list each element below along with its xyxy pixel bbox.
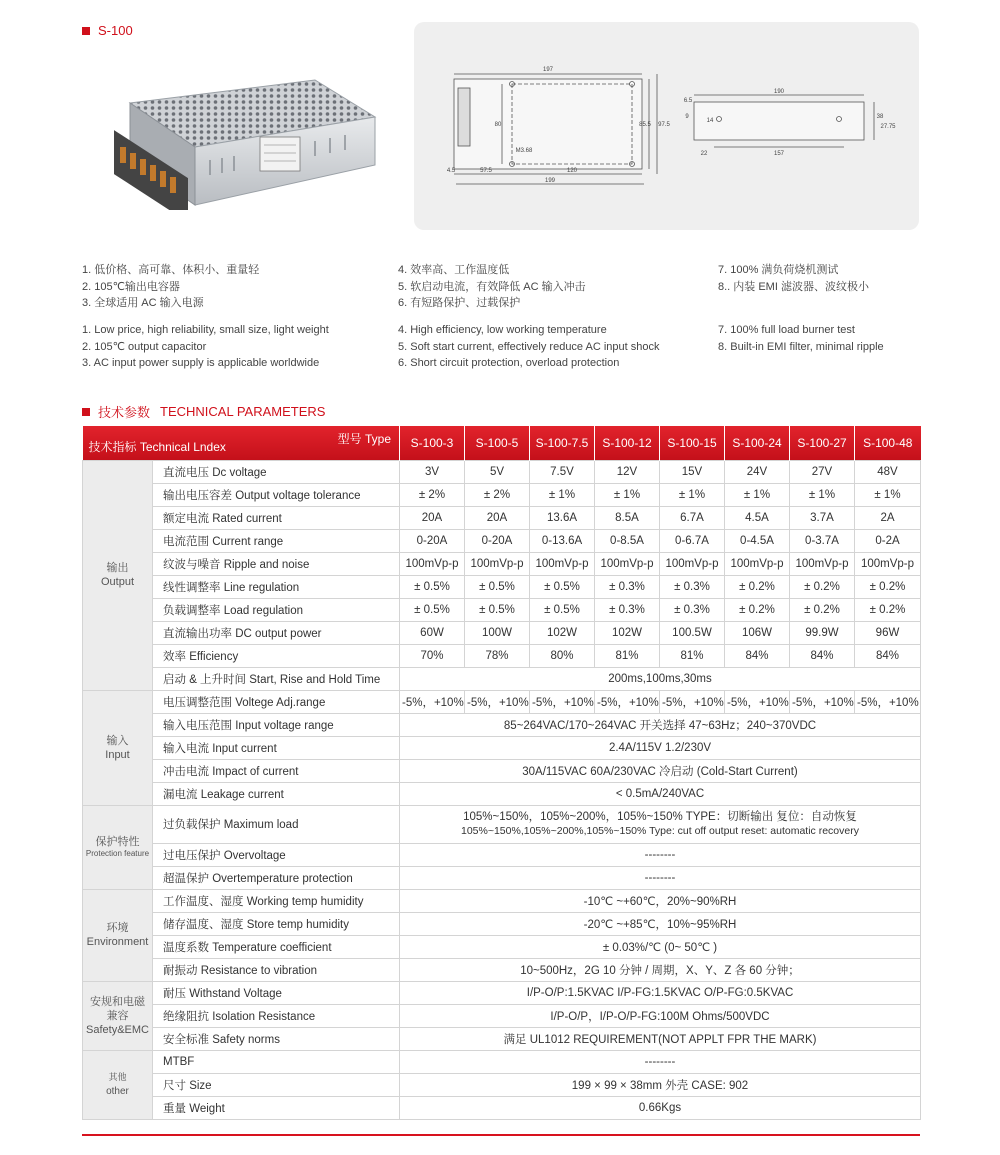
dim-side-h-small: 9 — [685, 114, 689, 120]
value-cell: I/P-O/P，I/P-O/P-FG:100M Ohms/500VDC — [400, 1004, 921, 1027]
value-cell: ± 0.2% — [725, 598, 790, 621]
value-cell: 8.5A — [595, 506, 660, 529]
value-cell: -10℃ ~+60℃，20%~90%RH — [400, 889, 921, 912]
table-row — [83, 621, 921, 644]
dim-side-h-a: 14 — [706, 118, 714, 124]
header-corner — [83, 426, 400, 460]
value-cell: 0-4.5A — [725, 529, 790, 552]
feature-item: 7. 100% full load burner test — [718, 324, 855, 336]
product-title: S-100 — [98, 23, 133, 38]
table-row — [83, 1050, 921, 1073]
value-cell: 70% — [400, 644, 465, 667]
table-row — [83, 843, 921, 866]
value-cell: 100mVp-p — [465, 552, 530, 575]
model-header: S-100-15 — [660, 426, 725, 460]
value-cell: -------- — [400, 843, 921, 866]
value-cell: ± 1% — [530, 483, 595, 506]
value-cell: ± 0.5% — [400, 575, 465, 598]
table-row — [83, 1096, 921, 1119]
table-row — [83, 889, 921, 912]
feature-item: 6. 有短路保护、过载保护 — [398, 297, 521, 309]
params-title-en: TECHNICAL PARAMETERS — [160, 404, 326, 419]
table-row — [83, 759, 921, 782]
value-cell: -5%，+10% — [725, 690, 790, 713]
dim-side-h-b: 38 — [876, 114, 884, 120]
dim-side-bottom: 157 — [773, 151, 785, 157]
features-col1-cn — [82, 262, 259, 312]
category-other — [83, 1050, 153, 1119]
row-label: 输入电流 Input current — [153, 736, 400, 759]
category-en: Environment — [86, 936, 149, 948]
value-cell: -5%，+10% — [790, 690, 855, 713]
table-row — [83, 736, 921, 759]
table-row — [83, 644, 921, 667]
value-cell: ± 0.5% — [530, 598, 595, 621]
model-header: S-100-27 — [790, 426, 855, 460]
row-label: 电压调整范围 Voltege Adj.range — [153, 690, 400, 713]
table-row — [83, 1073, 921, 1096]
value-cell: -5%，+10% — [660, 690, 725, 713]
feature-item: 6. Short circuit protection, overload protection — [398, 357, 620, 369]
value-cell: ± 1% — [595, 483, 660, 506]
value-cell: 27V — [790, 460, 855, 483]
value-cell: -5%，+10% — [465, 690, 530, 713]
row-label: 尺寸 Size — [153, 1073, 400, 1096]
value-cell: 2A — [855, 506, 921, 529]
value-cell: 100mVp-p — [595, 552, 660, 575]
category-protection — [83, 805, 153, 889]
value-cell: ± 0.3% — [595, 598, 660, 621]
table-row — [83, 1004, 921, 1027]
value-cell: 81% — [660, 644, 725, 667]
row-label: 额定电流 Rated current — [153, 506, 400, 529]
value-cell: 24V — [725, 460, 790, 483]
value-cell: 199 × 99 × 38mm 外壳 CASE: 902 — [400, 1073, 921, 1096]
value-cell: 48V — [855, 460, 921, 483]
table-bottom-rule — [82, 1134, 920, 1136]
feature-item: 3. 全球适用 AC 输入电源 — [82, 297, 204, 309]
row-label: 绝缘阻抗 Isolation Resistance — [153, 1004, 400, 1027]
value-cell: 0-20A — [465, 529, 530, 552]
category-cn: 环境 — [106, 922, 129, 934]
dim-front-height-a: 85.5 — [639, 122, 651, 128]
value-cell: 10~500Hz，2G 10 分钟 / 周期，X、Y、Z 各 60 分钟； — [400, 958, 921, 981]
row-label: 线性调整率 Line regulation — [153, 575, 400, 598]
value-cell: ± 0.3% — [660, 575, 725, 598]
feature-item: 2. 105℃输出电容器 — [82, 280, 180, 293]
row-label: 重量 Weight — [153, 1096, 400, 1119]
value-cell: 100.5W — [660, 621, 725, 644]
dim-front-height-b: 97.5 — [658, 122, 670, 128]
table-row — [83, 912, 921, 935]
value-cell: 0-20A — [400, 529, 465, 552]
row-label: 直流输出功率 DC output power — [153, 621, 400, 644]
table-row — [83, 483, 921, 506]
value-cell: 0-13.6A — [530, 529, 595, 552]
table-row — [83, 866, 921, 889]
table-row — [83, 805, 921, 843]
value-cell: 84% — [725, 644, 790, 667]
value-cell: 20A — [400, 506, 465, 529]
feature-item: 1. Low price, high reliability, small size, light weight — [82, 324, 329, 336]
value-cell: 满足 UL1012 REQUIREMENT(NOT APPLT FPR THE MARK) — [400, 1027, 921, 1050]
value-cell: -------- — [400, 866, 921, 889]
value-cell: ± 1% — [660, 483, 725, 506]
row-label: 电流范围 Current range — [153, 529, 400, 552]
value-cell: 100mVp-p — [790, 552, 855, 575]
row-label: 负载调整率 Load regulation — [153, 598, 400, 621]
value-cell: 15V — [660, 460, 725, 483]
value-cell: 3V — [400, 460, 465, 483]
value-cell: 81% — [595, 644, 660, 667]
value-cell: -5%，+10% — [530, 690, 595, 713]
value-cell: ± 1% — [855, 483, 921, 506]
feature-item: 8.. 内装 EMI 滤波器、波纹极小 — [718, 280, 869, 293]
spec-table — [82, 426, 921, 1120]
features-col3-cn — [718, 262, 869, 295]
category-en: other — [106, 1086, 129, 1097]
value-cell: 85~264VAC/170~264VAC 开关选择 47~63Hz；240~370VDC — [400, 713, 921, 736]
value-cell: 0-2A — [855, 529, 921, 552]
value-cell: -20℃ ~+85℃，10%~95%RH — [400, 912, 921, 935]
value-cell: 100mVp-p — [400, 552, 465, 575]
category-cn: 输入 — [106, 734, 129, 747]
category-en: Protection feature — [85, 849, 150, 858]
row-label: 纹波与噪音 Ripple and noise — [153, 552, 400, 575]
value-cell: ± 1% — [790, 483, 855, 506]
value-cell: ± 0.5% — [530, 575, 595, 598]
table-row — [83, 598, 921, 621]
features-col1-en — [82, 322, 329, 372]
value-cell: 5V — [465, 460, 530, 483]
value-cell: 102W — [595, 621, 660, 644]
dim-front-left: 4.5 — [446, 168, 456, 174]
row-label: 超温保护 Overtemperature protection — [153, 866, 400, 889]
category-en: Output — [100, 576, 135, 588]
model-header: S-100-12 — [595, 426, 660, 460]
value-cell: ± 0.3% — [595, 575, 660, 598]
value-cell: -5%，+10% — [595, 690, 660, 713]
value-cell: -5%，+10% — [400, 690, 465, 713]
row-label: 过电压保护 Overvoltage — [153, 843, 400, 866]
category-cn: 安规和电磁兼容 — [90, 995, 145, 1022]
value-cell: ± 1% — [725, 483, 790, 506]
table-row — [83, 713, 921, 736]
value-cell: 84% — [855, 644, 921, 667]
table-row — [83, 958, 921, 981]
table-row — [83, 1027, 921, 1050]
category-environment — [83, 889, 153, 981]
dim-front-height-inner: 80 — [494, 122, 502, 128]
value-cell: ± 0.2% — [855, 575, 921, 598]
params-title-cn: 技术参数 — [98, 405, 151, 420]
category-cn: 其他 — [108, 1072, 127, 1082]
features-col2-en — [398, 322, 659, 372]
category-cn: 输出 — [106, 562, 129, 574]
row-label: 工作温度、湿度 Working temp humidity — [153, 889, 400, 912]
dim-front-left-inner: 57.5 — [480, 168, 492, 174]
table-header-row — [83, 426, 921, 460]
dim-side-left-top: 6.5 — [683, 98, 693, 104]
features-col3-en — [718, 322, 884, 355]
value-cell: 4.5A — [725, 506, 790, 529]
product-title-block — [82, 23, 133, 38]
feature-item: 5. 软启动电流，有效降低 AC 输入冲击 — [398, 280, 586, 293]
value-cell: 60W — [400, 621, 465, 644]
header-index: 技术指标 Technical Lndex — [88, 439, 226, 454]
table-row — [83, 690, 921, 713]
row-label: 安全标准 Safety norms — [153, 1027, 400, 1050]
value-cell: 100mVp-p — [855, 552, 921, 575]
value-cell: -5%，+10% — [855, 690, 921, 713]
value-cell: 2.4A/115V 1.2/230V — [400, 736, 921, 759]
dim-front-bottom: 199 — [544, 178, 556, 184]
value-cell: 12V — [595, 460, 660, 483]
category-en: Input — [105, 748, 130, 761]
dimension-drawing-panel — [414, 22, 919, 230]
params-title-block — [82, 402, 325, 421]
row-label: 漏电流 Leakage current — [153, 782, 400, 805]
dim-side-left-bottom: 22 — [700, 151, 708, 157]
table-row — [83, 552, 921, 575]
title-marker — [82, 27, 90, 35]
dim-front-inner: 120 — [566, 168, 578, 174]
dim-front-hole: M3.68 — [515, 148, 533, 154]
value-cell: ± 0.2% — [790, 598, 855, 621]
category-output — [83, 460, 153, 690]
category-en: Safety&EMC — [86, 1023, 149, 1036]
feature-item: 3. AC input power supply is applicable worldwide — [82, 357, 320, 369]
row-label: 输入电压范围 Input voltage range — [153, 713, 400, 736]
value-cell: ± 2% — [465, 483, 530, 506]
category-cn: 保护特性 — [95, 836, 140, 848]
feature-item: 4. 效率高、工作温度低 — [398, 264, 510, 276]
row-label: 效率 Efficiency — [153, 644, 400, 667]
table-row — [83, 529, 921, 552]
feature-item: 2. 105℃ output capacitor — [82, 340, 207, 353]
value-cell: < 0.5mA/240VAC — [400, 782, 921, 805]
value-cell: 78% — [465, 644, 530, 667]
value-cell: 106W — [725, 621, 790, 644]
model-header: S-100-5 — [465, 426, 530, 460]
value-cell: 100mVp-p — [725, 552, 790, 575]
value-cell: ± 0.5% — [400, 598, 465, 621]
feature-item: 5. Soft start current, effectively reduce AC input shock — [398, 340, 660, 353]
value-line: 105%~150%，105%~200%，105%~150% TYPE：切断输出 复位：自动恢复 — [463, 811, 857, 823]
value-cell: 6.7A — [660, 506, 725, 529]
value-cell: 13.6A — [530, 506, 595, 529]
value-cell: 200ms,100ms,30ms — [400, 667, 921, 690]
row-label: 冲击电流 Impact of current — [153, 759, 400, 782]
feature-item: 4. High efficiency, low working temperature — [398, 324, 607, 336]
table-row — [83, 935, 921, 958]
feature-item: 8. Built-in EMI filter, minimal ripple — [718, 340, 884, 353]
value-cell: 100W — [465, 621, 530, 644]
value-cell: ± 0.3% — [660, 598, 725, 621]
table-row — [83, 667, 921, 690]
power-supply-product-image — [100, 75, 380, 210]
model-header: S-100-48 — [855, 426, 921, 460]
row-label: MTBF — [153, 1050, 400, 1073]
value-cell: 3.7A — [790, 506, 855, 529]
value-cell: 0-8.5A — [595, 529, 660, 552]
table-row — [83, 782, 921, 805]
value-cell: 80% — [530, 644, 595, 667]
feature-item: 1. 低价格、高可靠、体积小、重量轻 — [82, 264, 260, 276]
value-cell: 99.9W — [790, 621, 855, 644]
dim-side-length: 190 — [773, 89, 785, 95]
value-cell: 96W — [855, 621, 921, 644]
model-header: S-100-7.5 — [530, 426, 595, 460]
value-line: 105%~150%,105%~200%,105%~150% Type: cut off output reset: automatic recovery — [460, 825, 859, 837]
table-row — [83, 460, 921, 483]
value-cell: ± 0.2% — [725, 575, 790, 598]
value-cell — [400, 805, 921, 843]
row-label: 储存温度、湿度 Store temp humidity — [153, 912, 400, 935]
row-label: 耐振动 Resistance to vibration — [153, 958, 400, 981]
value-cell: ± 0.2% — [855, 598, 921, 621]
value-cell: 0-6.7A — [660, 529, 725, 552]
features-col2-cn — [398, 262, 586, 312]
row-label: 耐压 Withstand Voltage — [153, 981, 400, 1004]
title-marker — [82, 408, 90, 416]
value-cell: ± 0.5% — [465, 598, 530, 621]
value-cell: 30A/115VAC 60A/230VAC 冷启动 (Cold-Start Current) — [400, 759, 921, 782]
row-label: 温度系数 Temperature coefficient — [153, 935, 400, 958]
value-cell: 7.5V — [530, 460, 595, 483]
value-cell: 20A — [465, 506, 530, 529]
value-cell: 0.66Kgs — [400, 1096, 921, 1119]
value-cell: 100mVp-p — [660, 552, 725, 575]
feature-item: 7. 100% 满负荷烧机测试 — [718, 264, 839, 276]
value-cell: 102W — [530, 621, 595, 644]
value-cell: I/P-O/P:1.5KVAC I/P-FG:1.5KVAC O/P-FG:0.5KVAC — [400, 981, 921, 1004]
category-safety — [83, 981, 153, 1050]
value-cell: ± 0.2% — [790, 575, 855, 598]
table-row — [83, 981, 921, 1004]
value-cell: -------- — [400, 1050, 921, 1073]
row-label: 输出电压容差 Output voltage tolerance — [153, 483, 400, 506]
header-type: 型号 Type — [337, 432, 391, 446]
value-cell: ± 0.03%/℃ (0~ 50℃ ) — [400, 935, 921, 958]
value-cell: 100mVp-p — [530, 552, 595, 575]
value-cell: 0-3.7A — [790, 529, 855, 552]
table-row — [83, 506, 921, 529]
model-header: S-100-3 — [400, 426, 465, 460]
model-header: S-100-24 — [725, 426, 790, 460]
category-input — [83, 690, 153, 805]
dim-front-total: 197 — [542, 67, 554, 73]
row-label: 过负载保护 Maximum load — [153, 805, 400, 843]
dim-side-h-c: 27.75 — [880, 124, 896, 130]
table-row — [83, 575, 921, 598]
row-label: 直流电压 Dc voltage — [153, 460, 400, 483]
value-cell: ± 0.5% — [465, 575, 530, 598]
row-label: 启动 & 上升时间 Start, Rise and Hold Time — [153, 667, 400, 690]
value-cell: ± 2% — [400, 483, 465, 506]
dimension-drawing — [414, 22, 919, 230]
value-cell: 84% — [790, 644, 855, 667]
